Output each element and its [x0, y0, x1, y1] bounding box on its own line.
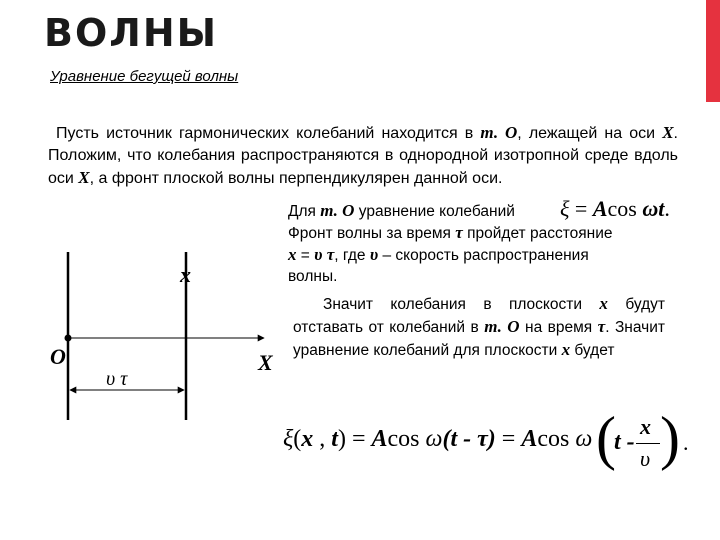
eq-num: x	[640, 414, 651, 439]
label-x: x	[180, 262, 191, 287]
formula-cos: cos	[607, 196, 643, 221]
text-run: υ τ	[314, 245, 335, 264]
text-run: τ	[455, 223, 463, 242]
text-run: X	[78, 168, 90, 187]
text-run: x	[288, 245, 297, 264]
eq-big-close: )	[660, 405, 680, 471]
text-run: на время	[519, 319, 598, 336]
text-run: , где	[334, 247, 370, 264]
eq-t: t	[331, 426, 338, 452]
text-run: волны.	[288, 268, 338, 285]
slide-title: ВОЛНЫ	[44, 11, 219, 55]
eq-arg1: (t - τ)	[442, 426, 496, 452]
text-run: υ	[369, 245, 379, 264]
eq-comma: ,	[313, 426, 332, 452]
eq-omega2: ω	[575, 426, 593, 452]
text-run: X	[662, 123, 674, 142]
eq-fraction-bar	[636, 443, 660, 444]
text-run: уравнение колебаний	[354, 203, 515, 220]
text-run: τ	[597, 317, 606, 336]
formula-dot: .	[664, 196, 670, 221]
text-run: x	[561, 340, 571, 359]
formula-amp: A	[592, 196, 608, 221]
text-run: . Значит уравнение колебаний для плоскости	[293, 319, 665, 359]
slide-subtitle: Уравнение бегущей волны	[50, 68, 239, 85]
formula-xi: ξ	[560, 196, 570, 221]
text-run: будут отставать от колебаний в	[293, 296, 665, 336]
eq-amp1: A	[371, 426, 388, 452]
text-run: т. O	[320, 201, 355, 220]
origin-point	[65, 335, 72, 342]
text-run: пройдет расстояние	[462, 225, 613, 242]
eq-dot: .	[683, 430, 689, 455]
label-origin: O	[50, 344, 66, 369]
eq-close: )	[337, 426, 346, 452]
text-run: Значит колебания в плоскости	[323, 296, 600, 313]
label-axis-x: X	[258, 350, 273, 375]
eq-cos2: cos	[537, 426, 576, 452]
text-run: будет	[570, 342, 615, 359]
text-run: Для	[288, 203, 321, 220]
eq-t2: t -	[614, 429, 635, 455]
formula-eq: =	[569, 196, 593, 221]
text-run: x	[599, 294, 608, 313]
eq-omega1: ω	[425, 426, 443, 452]
eq-open: (	[293, 426, 302, 452]
label-vt: υ τ	[106, 368, 128, 390]
text-run: Фронт волны за время	[288, 225, 456, 242]
text-run: т. O	[480, 123, 518, 142]
eq-big-open: (	[596, 405, 616, 471]
text-run: – скорость распространения	[378, 247, 589, 264]
eq-eq1: =	[345, 426, 372, 452]
wave-equation	[283, 426, 592, 453]
text-run: , а фронт плоской волны перпендикулярен данной оси.	[89, 170, 503, 187]
formula-arg: ωt	[642, 196, 665, 221]
text-run: т. O	[484, 317, 520, 336]
text-run: =	[296, 247, 315, 264]
eq-den: υ	[640, 446, 651, 471]
text-run: Пусть источник гармонических колебаний находится в	[56, 125, 481, 142]
eq-x: x	[301, 426, 314, 452]
eq-xi: ξ	[283, 426, 294, 452]
eq-cos1: cos	[387, 426, 426, 452]
text-run: , лежащей на оси	[517, 125, 663, 142]
eq-amp2: A	[521, 426, 538, 452]
eq-eq2: =	[495, 426, 522, 452]
text-run: . Положим, что колебания распространяются в однородной изотропной среде вдоль оси	[48, 125, 678, 187]
